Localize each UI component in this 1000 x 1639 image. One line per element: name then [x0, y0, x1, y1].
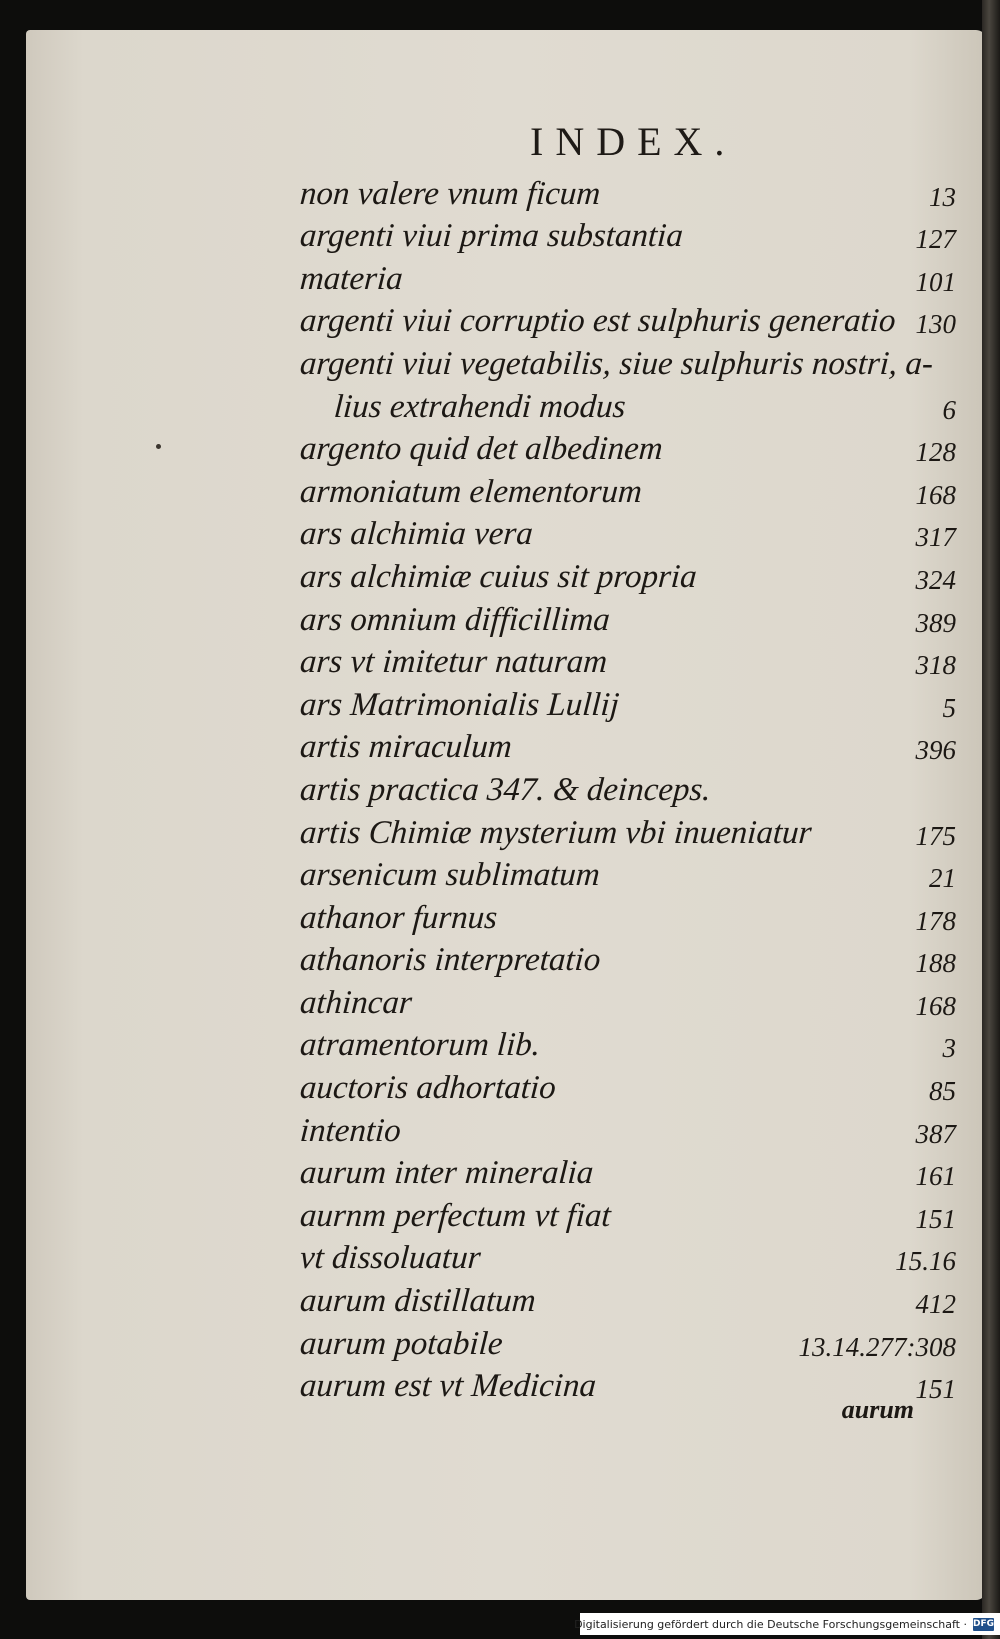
index-term: argento quid det albedinem — [298, 431, 664, 468]
index-entry — [300, 338, 960, 381]
index-entry — [300, 424, 960, 467]
index-entry — [300, 211, 960, 254]
page-reference: 85 — [929, 1076, 956, 1107]
dfg-logo-icon: DFG — [972, 1618, 994, 1629]
page-reference: 101 — [915, 266, 956, 297]
page-reference: 412 — [915, 1289, 956, 1320]
page-reference: 396 — [915, 735, 956, 766]
index-entry — [300, 1105, 960, 1148]
index-entry — [300, 1233, 960, 1276]
page-reference: 387 — [915, 1118, 956, 1149]
index-term: vt dissoluatur — [298, 1240, 482, 1277]
page-reference: 21 — [929, 863, 956, 894]
index-entry — [300, 168, 960, 211]
index-term: aurum potabile — [298, 1325, 504, 1362]
index-term: intentio — [298, 1112, 403, 1149]
index-entry — [300, 381, 960, 424]
page-reference: 6 — [942, 394, 956, 425]
index-term: athincar — [298, 984, 414, 1021]
index-term: argenti viui vegetabilis, siue sulphuris nostri, a- — [298, 345, 935, 382]
index-list — [300, 168, 960, 1403]
page-reference: 175 — [915, 820, 956, 851]
page-reference: 168 — [915, 990, 956, 1021]
index-entry — [300, 1020, 960, 1063]
index-entry — [300, 850, 960, 893]
page-reference: 168 — [915, 479, 956, 510]
index-term: non valere vnum ficum — [298, 175, 602, 212]
index-entry — [300, 977, 960, 1020]
index-entry — [300, 594, 960, 637]
page-reference: 127 — [915, 224, 956, 255]
page-reference: 3 — [942, 1033, 956, 1064]
index-entry — [300, 679, 960, 722]
ink-spot — [156, 444, 161, 449]
index-entry — [300, 296, 960, 339]
page-reference: 128 — [915, 437, 956, 468]
index-entry — [300, 722, 960, 765]
index-entry — [300, 509, 960, 552]
index-term: ars alchimia vera — [298, 516, 535, 553]
page-reference: 317 — [915, 522, 956, 553]
index-entry — [300, 935, 960, 978]
index-term: aurum est vt Medicina — [298, 1368, 598, 1405]
index-term: aurnm perfectum vt fiat — [298, 1197, 612, 1234]
index-entry — [300, 1062, 960, 1105]
index-entry — [300, 1275, 960, 1318]
index-entry — [300, 1148, 960, 1191]
index-entry — [300, 892, 960, 935]
index-term: artis Chimiæ mysterium vbi inueniatur — [298, 814, 813, 851]
index-term: arsenicum sublimatum — [298, 857, 602, 894]
page-reference: 151 — [915, 1203, 956, 1234]
index-term: auctoris adhortatio — [298, 1070, 558, 1107]
page-reference: 178 — [915, 905, 956, 936]
page-reference: 130 — [915, 309, 956, 340]
page-reference: 13 — [929, 181, 956, 212]
index-term: artis practica 347. & deinceps. — [298, 771, 712, 808]
index-entry — [300, 1318, 960, 1361]
index-term: materia — [298, 260, 404, 297]
index-term: aurum inter mineralia — [298, 1155, 595, 1192]
page-title: INDEX. — [530, 119, 737, 164]
index-entry — [300, 466, 960, 509]
index-term: ars alchimiæ cuius sit propria — [298, 558, 698, 595]
index-entry — [300, 1190, 960, 1233]
index-entry — [300, 637, 960, 680]
page-reference: 161 — [915, 1161, 956, 1192]
catchword: aurum — [841, 1395, 914, 1424]
index-term: argenti viui prima substantia — [298, 218, 685, 255]
index-term: ars omnium difficillima — [298, 601, 612, 638]
page-reference: 389 — [915, 607, 956, 638]
index-term: ars vt imitetur naturam — [298, 644, 609, 681]
page-edge — [982, 0, 1000, 1639]
index-entry — [300, 807, 960, 850]
footer-bar — [574, 1613, 1000, 1635]
index-term: argenti viui corruptio est sulphuris generatio — [298, 303, 897, 340]
index-term: ars Matrimonialis Lullij — [298, 686, 621, 723]
index-term: artis miraculum — [298, 729, 514, 766]
index-term: lius extrahendi modus — [332, 388, 627, 425]
footer-credit: Digitalisierung gefördert durch die Deutsche Forschungsgemeinschaft · — [574, 1617, 967, 1631]
page-reference: 151 — [915, 1374, 956, 1405]
page-reference: 5 — [942, 692, 956, 723]
index-term: aurum distillatum — [298, 1283, 537, 1320]
index-term: athanor furnus — [298, 899, 499, 936]
index-term: athanoris interpretatio — [298, 942, 602, 979]
page-reference: 318 — [915, 650, 956, 681]
page-reference: 13.14.277:308 — [798, 1331, 956, 1362]
page-reference: 188 — [915, 948, 956, 979]
page-reference: 324 — [915, 564, 956, 595]
index-term: armoniatum elementorum — [298, 473, 644, 510]
page-reference: 15.16 — [895, 1246, 956, 1277]
index-entry — [300, 253, 960, 296]
index-entry — [300, 551, 960, 594]
index-entry — [300, 764, 960, 807]
index-term: atramentorum lib. — [298, 1027, 542, 1064]
